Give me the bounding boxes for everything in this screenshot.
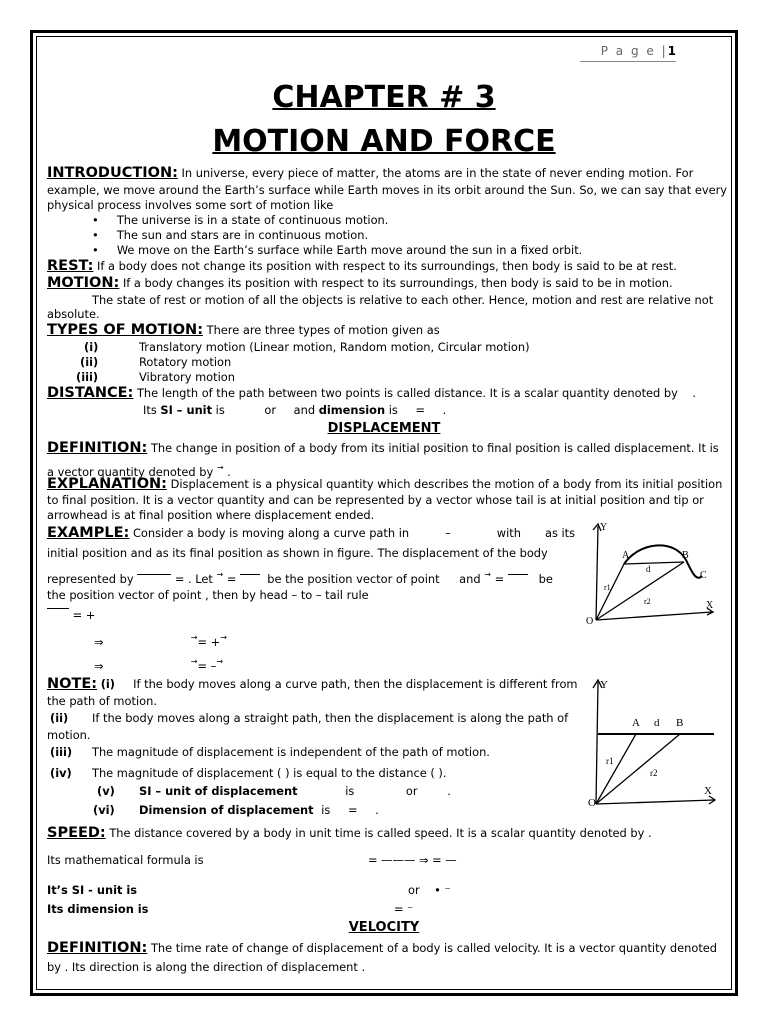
motion-heading: MOTION:: [47, 275, 120, 291]
disp-ex-line4: the position vector of point , then by head – to – tail rule: [47, 588, 369, 602]
svg-text:Y: Y: [600, 679, 608, 691]
note-line1b: the path of motion.: [47, 694, 157, 708]
page-separator: |: [661, 44, 668, 58]
disp-def-heading: DEFINITION:: [47, 440, 148, 456]
disp-exp-line3: arrowhead is at final position where displacement ended.: [47, 508, 375, 522]
speed-si-label: It’s SI - unit is: [47, 883, 138, 897]
disp-eq1: = +: [47, 608, 95, 623]
intro-line2: example, we move around the Earth’s surface while Earth moves in its orbit around the Sun. So, we can say that every: [47, 183, 728, 197]
svg-text:B: B: [682, 550, 689, 561]
types-item-3: (iii) Vibratory motion: [76, 370, 235, 384]
page-number: 1: [667, 44, 676, 58]
svg-text:r2: r2: [650, 768, 658, 778]
motion-line3: absolute.: [47, 307, 100, 321]
svg-text:d: d: [654, 717, 660, 729]
svg-text:Y: Y: [600, 522, 608, 533]
intro-heading: INTRODUCTION:: [47, 165, 178, 181]
displacement-straight-figure: [584, 676, 720, 808]
svg-text:O: O: [586, 616, 594, 626]
svg-text:B: B: [676, 717, 684, 729]
bullet-icon: •: [92, 228, 99, 242]
intro-bullet-3: • We move on the Earth’s surface while Earth move around the sun in a fixed orbit.: [92, 243, 583, 257]
distance-si-line: Its SI – unit is or and dimension is = .: [143, 403, 447, 417]
svg-text:r2: r2: [644, 597, 651, 606]
speed-dim-value: = ⁻: [394, 902, 414, 916]
rest-line: REST: If a body does not change its position with respect to its surroundings, then body is said to be at rest.: [47, 258, 677, 274]
distance-heading: DISTANCE:: [47, 385, 134, 401]
speed-formula: = ——— ⇒ = —: [368, 853, 457, 867]
types-item-2: (ii) Rotatory motion: [80, 355, 232, 369]
speed-si-value: or • ⁻: [408, 883, 451, 897]
implies-icon: ⇒: [94, 635, 104, 649]
note-line4: (iv) The magnitude of displacement ( ) is equal to the distance ( ).: [50, 766, 447, 780]
disp-exp-line2: to final position. It is a vector quantity and can be represented by a vector whose tail is at initial position and tip or: [47, 493, 704, 507]
disp-ex-line3: represented by = . Let → = be the position vector of point and → = be: [47, 570, 553, 586]
speed-dim-label: Its dimension is: [47, 902, 149, 916]
displacement-curve-figure: [584, 520, 720, 626]
svg-text:X: X: [706, 600, 714, 611]
disp-def-line1: DEFINITION: The change in position of a body from its initial position to final position is called displacement. It is: [47, 440, 719, 456]
types-line: TYPES OF MOTION: There are three types of motion given as: [47, 322, 440, 338]
svg-text:r1: r1: [606, 756, 614, 766]
note-line5: (v) SI – unit of displacement is or .: [97, 784, 451, 798]
bullet-icon: •: [92, 243, 99, 257]
note-line2b: motion.: [47, 728, 91, 742]
motion-line2: The state of rest or motion of all the objects is relative to each other. Hence, motion and rest are relative not: [92, 293, 714, 307]
vel-def-line2: by . Its direction is along the direction of displacement .: [47, 960, 366, 974]
intro-line1: [47, 166, 720, 181]
bullet-icon: •: [92, 213, 99, 227]
intro-bullet-2: • The sun and stars are in continuous motion.: [92, 228, 369, 242]
intro-bullet-1: • The universe is in a state of continuous motion.: [92, 213, 389, 227]
page-number-label: [601, 44, 676, 58]
note-line6: (vi) Dimension of displacement is = .: [93, 803, 379, 817]
disp-exp-line1: EXPLANATION: Displacement is a physical quantity which describes the motion of a body from its initial position: [47, 476, 723, 492]
velocity-section-heading: VELOCITY: [348, 920, 420, 935]
chapter-title: CHAPTER # 3: [272, 80, 496, 115]
note-line3: (iii) The magnitude of displacement is independent of the path of motion.: [50, 745, 490, 759]
speed-line: SPEED: The distance covered by a body in unit time is called speed. It is a scalar quantity denoted by .: [47, 825, 652, 841]
displacement-section-heading: DISPLACEMENT: [327, 421, 441, 436]
chapter-subtitle: MOTION AND FORCE: [212, 124, 556, 159]
disp-exp-heading: EXPLANATION:: [47, 476, 167, 492]
rest-heading: REST:: [47, 258, 94, 274]
intro-line3: physical process involves some sort of motion like: [47, 198, 334, 212]
header-rule: [580, 61, 676, 62]
implies-icon: ⇒: [94, 659, 104, 673]
disp-ex-line2: initial position and as its final position as shown in figure. The displacement of the body: [47, 546, 548, 560]
disp-eq2: ⇒ →= +→: [94, 633, 227, 649]
page-label: P a g e: [600, 44, 656, 58]
svg-text:A: A: [622, 550, 630, 561]
distance-line: DISTANCE: The length of the path between two points is called distance. It is a scalar quantity denoted by .: [47, 385, 696, 401]
disp-def-line2: a vector quantity denoted by → .: [47, 463, 231, 479]
note-line2: (ii) If the body moves along a straight path, then the displacement is along the path of: [50, 711, 569, 725]
svg-text:C: C: [700, 570, 707, 581]
vel-def-line1: DEFINITION: The time rate of change of displacement of a body is called velocity. It is a vector quantity denoted: [47, 940, 718, 956]
svg-text:r1: r1: [604, 583, 611, 592]
svg-text:A: A: [632, 717, 640, 729]
disp-ex-line1: EXAMPLE: Consider a body is moving along a curve path in – with as its: [47, 525, 576, 541]
speed-heading: SPEED:: [47, 825, 106, 841]
disp-ex-heading: EXAMPLE:: [47, 525, 130, 541]
velocity-def-heading: DEFINITION:: [47, 940, 148, 956]
motion-line: MOTION: If a body changes its position with respect to its surroundings, then body is said to be in motion.: [47, 275, 673, 291]
intro-text1: In universe, every piece of matter, the atoms are in the state of never ending motion. For: [181, 166, 694, 180]
disp-eq3: ⇒ →= –→: [94, 657, 224, 673]
types-item-1: (i) Translatory motion (Linear motion, Random motion, Circular motion): [84, 340, 530, 354]
svg-text:X: X: [704, 785, 712, 797]
svg-text:O: O: [588, 797, 596, 808]
svg-text:d: d: [646, 564, 651, 574]
note-line1: NOTE: (i) If the body moves along a curve path, then the displacement is different from: [47, 676, 578, 692]
note-heading: NOTE:: [47, 676, 98, 692]
speed-formula-label: Its mathematical formula is: [47, 853, 204, 867]
types-heading: TYPES OF MOTION:: [47, 322, 203, 338]
